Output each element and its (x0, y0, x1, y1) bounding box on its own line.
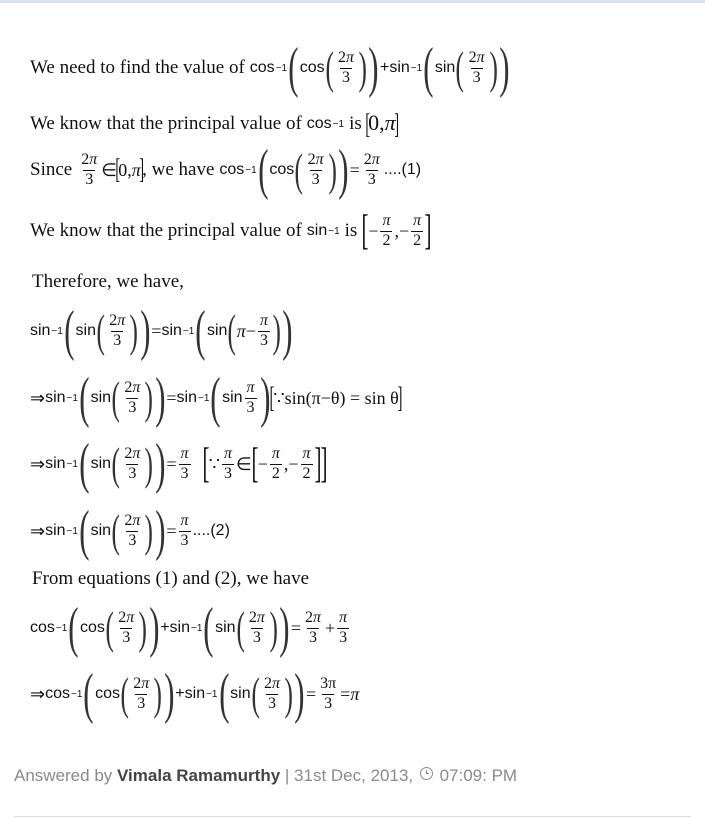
equation-step-3: ⇒ sin −1 ( sin ( $\frac{2\pi}{3}$ ) ) = $\frac{\pi}{3}$ [ ∵ $\frac{\pi}{3}$ ∈ [ − $\frac{\pi}{2}$ ,− $\frac{\pi}{2}$ ] ] (30, 433, 328, 495)
top-border (0, 0, 705, 3)
since-line: Since $\frac{2\pi}{3}$ ∈ [ 0, π ] , we have cos −1 ( cos ( $\frac{2\pi}{3}$ ) ) = $\frac{2\pi}{3}$ ....(1) (30, 139, 422, 201)
equation-step-2: ⇒ sin −1 ( sin ( $\frac{2\pi}{3}$ ) ) = sin −1 ( sin $\frac{\pi}{3}$ ) [ ∵ sin(π−θ) = sin θ ] (30, 367, 403, 429)
equation-label-1: ....(1) (383, 161, 422, 178)
answer-footer (14, 766, 517, 786)
clock-icon (420, 767, 433, 780)
final-result: π (350, 683, 360, 704)
intro-text: We need to find the value of (30, 57, 245, 78)
footer-divider (14, 816, 691, 817)
equation-label-2: ....(2) (192, 522, 230, 539)
principal-cos-line: We know that the principal value of cos −1 is [0,π] (30, 108, 399, 140)
problem-statement: We need to find the value of cos −1 ( cos ( $\frac{2\pi}{3}$ ) ) +sin −1 ( sin ( $\frac{2\pi}{3}$ ) ) (30, 37, 510, 99)
therefore-text: Therefore, we have, (32, 271, 184, 292)
answer-time: 07:09: PM (439, 766, 518, 785)
equation-sum: cos −1 ( cos ( $\frac{2\pi}{3}$ ) ) +sin −1 ( sin ( $\frac{2\pi}{3}$ ) ) = $\frac{2\pi}{3}$ + $\frac{\pi}{3}$ (30, 597, 348, 659)
equation-final: ⇒ cos −1 ( cos ( $\frac{2\pi}{3}$ ) ) +sin −1 ( sin ( $\frac{2\pi}{3}$ ) ) = $\frac{3\pi}{3}$ = π (30, 663, 360, 725)
author-name[interactable]: Vimala Ramamurthy (117, 766, 281, 785)
principal-sin-line: We know that the principal value of sin −1 is [ − $\frac{\pi}{2}$ ,− $\frac{\pi}{2}$ ] (30, 208, 432, 254)
equation-step-4: ⇒ sin −1 ( sin ( $\frac{2\pi}{3}$ ) ) = $\frac{\pi}{3}$ ....(2) (30, 500, 230, 562)
from-equations-text: From equations (1) and (2), we have (32, 568, 310, 589)
equation-step-1: sin −1 ( sin ( $\frac{2\pi}{3}$ ) ) = sin −1 ( sin ( π − $\frac{\pi}{3}$ ) ) (30, 300, 293, 362)
answered-by-label: Answered by (14, 766, 113, 785)
answer-date: | 31st Dec, 2013, (284, 766, 414, 785)
